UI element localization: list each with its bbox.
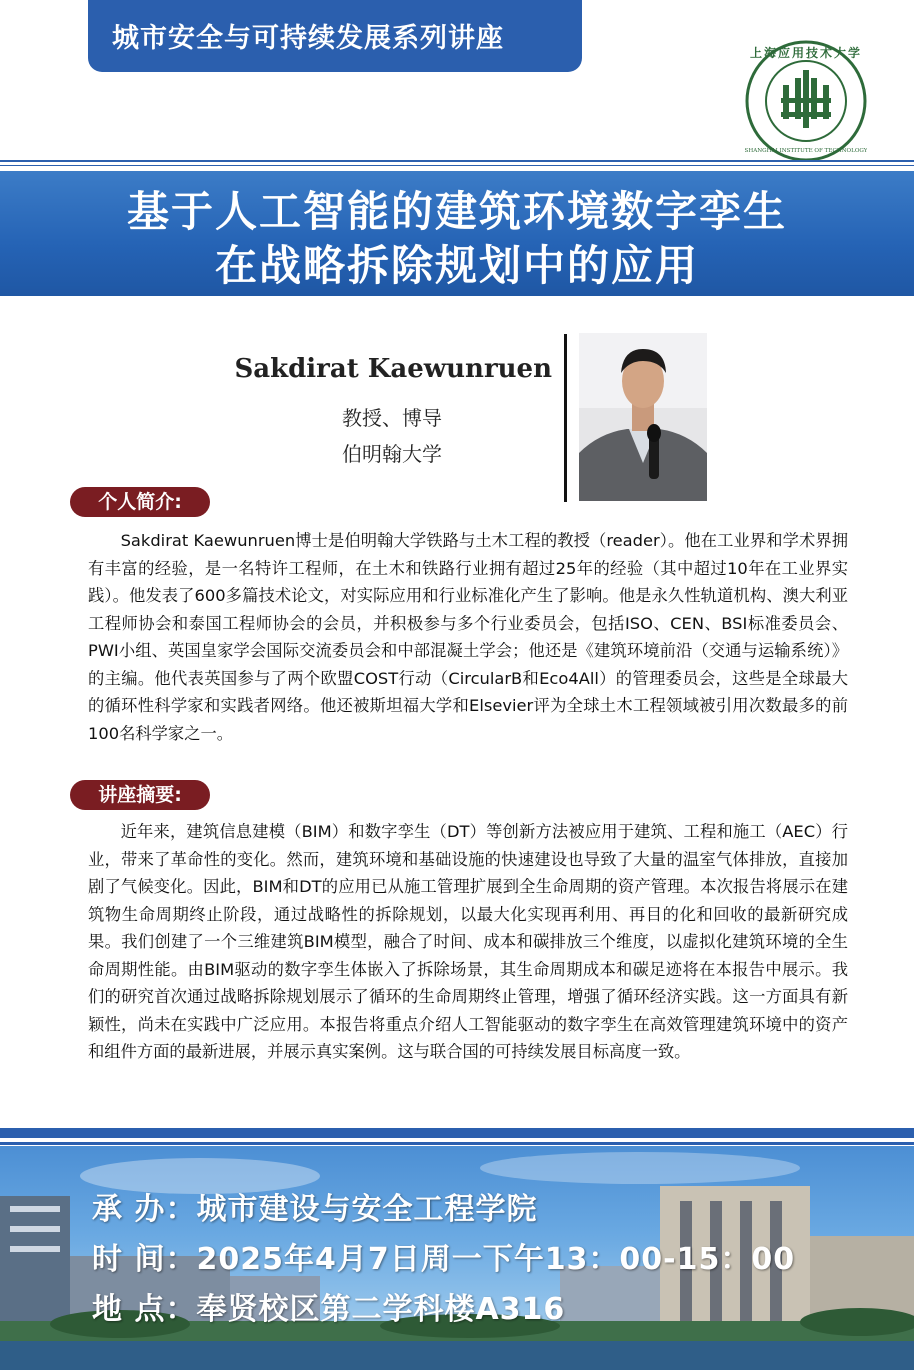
event-time: 时 间：2025年4月7日周一下午13：00-15：00 <box>92 1242 796 1277</box>
bio-text: Sakdirat Kaewunruen博士是伯明翰大学铁路与土木工程的教授（reader）。他在工业界和学术界拥有丰富的经验，是一名特许工程师，在土木和铁路行业拥有超过25年的经验（其中超过10年在工业界实践）。他发表了600多篇技术论文，对实际应用和行业标准化产生了影响。他是永久性轨道机构、澳大利亚工程师协会和泰国工程师协会的会员，并积极参与多个行业委员会，包括ISO、CEN、BSI标准委员会、PWI小组、英国皇家学会国际交流委员会和中部混凝土学会；他还是《建筑环境前沿（交通与运输系统）》的主编。他代表英国参与了两个欧盟COST行动（CircularB和Eco4All）的管理委员会，这些是全球最大的循环性科学家和实践者网络。他还被斯坦福大学和Elsevier评为全球土木工程领域被引用次数最多的前100名科学家之一。 <box>88 531 848 743</box>
logo-english-text: SHANGHAI INSTITUTE OF TECHNOLOGY <box>745 148 867 154</box>
title-band <box>0 171 914 296</box>
logo-seal-text: 上海应用技术大学 <box>749 46 863 60</box>
speaker-divider <box>564 334 567 502</box>
series-banner <box>88 0 582 72</box>
header-divider-thin <box>0 165 914 166</box>
speaker-affiliation: 伯明翰大学 <box>342 442 442 466</box>
title-line-2: 在战略拆除规划中的应用 <box>214 241 699 290</box>
footer-divider-thin <box>0 1142 914 1145</box>
event-host: 承 办：城市建设与安全工程学院 <box>92 1192 538 1227</box>
university-logo <box>745 40 867 162</box>
speaker-position: 教授、博导 <box>342 406 442 430</box>
bio-section-label: 个人简介: <box>70 487 210 517</box>
footer-divider <box>0 1128 914 1138</box>
title-line-1: 基于人工智能的建筑环境数字孪生 <box>126 187 787 236</box>
event-place: 地 点：奉贤校区第二学科楼A316 <box>92 1292 566 1327</box>
speaker-name: Sakdirat Kaewunruen <box>234 354 552 384</box>
abstract-text: 近年来，建筑信息建模（BIM）和数字孪生（DT）等创新方法被应用于建筑、工程和施工（AEC）行业，带来了革命性的变化。然而，建筑环境和基础设施的快速建设也导致了大量的温室气体排放，直接加剧了气候变化。因此，BIM和DT的应用已从施工管理扩展到全生命周期的资产管理。本次报告将展示在建筑物生命周期终止阶段，通过战略性的拆除规划，以最大化实现再利用、再目的化和回收的最新研究成果。我们创建了一个三维建筑BIM模型，融合了时间、成本和碳排放三个维度，以虚拟化建筑环境的全生命周期性能。由BIM驱动的数字孪生体嵌入了拆除场景，其生命周期成本和碳足迹将在本报告中展示。我们的研究首次通过战略拆除规划展示了循环的生命周期终止管理，增强了循环经济实践。这一方面具有新颖性，尚未在实践中广泛应用。本报告将重点介绍人工智能驱动的数字孪生在高效管理建筑环境中的资产和组件方面的最新进展，并展示真实案例。这与联合国的可持续发展目标高度一致。 <box>88 822 848 1061</box>
series-banner-text: 城市安全与可持续发展系列讲座 <box>112 23 504 54</box>
abstract-section-label: 讲座摘要: <box>70 780 210 810</box>
header-divider <box>0 160 914 162</box>
speaker-photo <box>579 333 707 501</box>
